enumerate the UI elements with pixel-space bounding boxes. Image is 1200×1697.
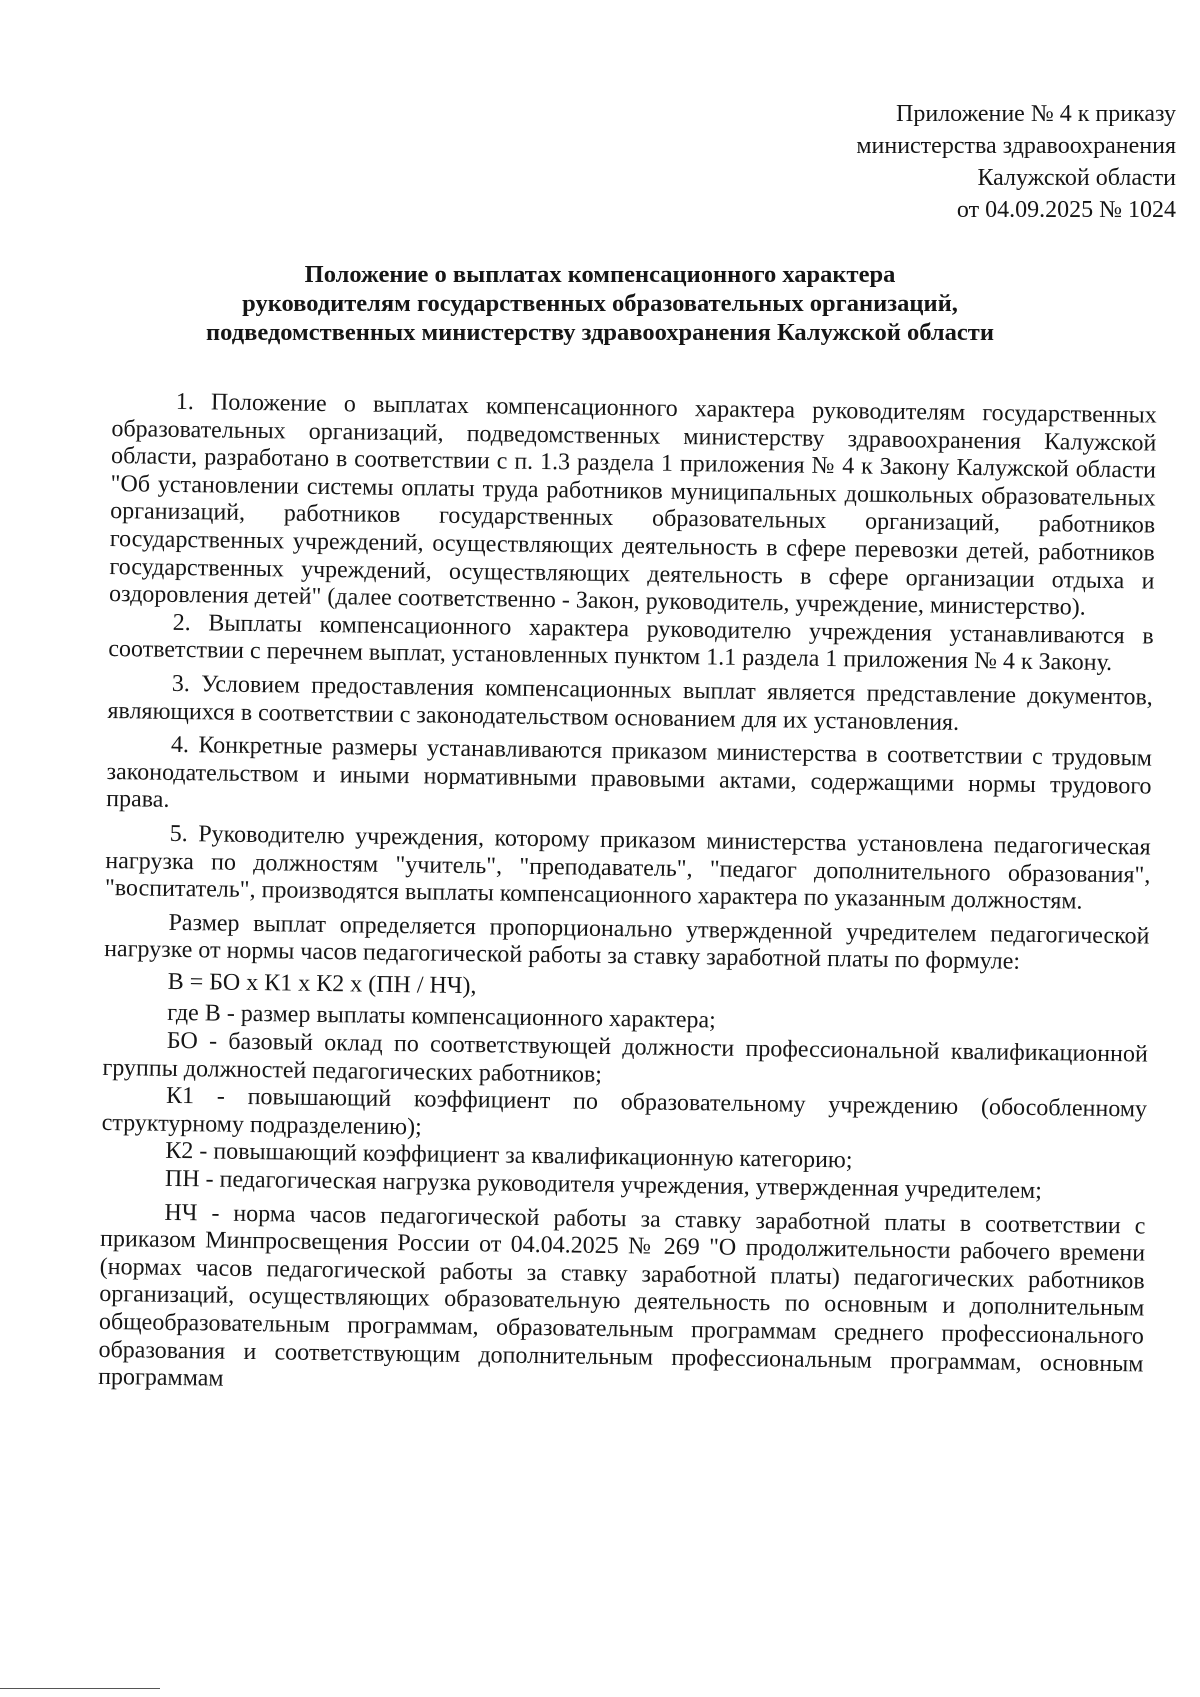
document-title — [0, 260, 1200, 347]
formula: В = БО x К1 x К2 x (ПН / НЧ), — [167, 968, 477, 1000]
paragraph-5: 5. Руководителю учреждения, которому приказом министерства установлена педагогическая нагрузка по должностям "учитель", "преподаватель", "педагог дополнительного образования", "воспитатель", производятся выплаты компенсационного характера по указанным должностям. — [104, 820, 1151, 915]
appendix-line-2: министерства здравоохранения — [856, 133, 1176, 159]
definition-b: где В - размер выплаты компенсационного характера; — [167, 1000, 716, 1034]
definition-k1: К1 - повышающий коэффициент по образовательному учреждению (обособленному структурному подразделению); — [101, 1083, 1148, 1141]
paragraph-1: 1. Положение о выплатах компенсационного характера руководителям государственных образовательных организаций, подведомственных министерству здравоохранения Калужской области, разработано в соответствии с п. 1.3 раздела 1 приложения № 4 к Закону Калужской области "Об установлении системы оплаты труда работников муниципальных дошкольных образовательных организаций, работников государственных образовательных организаций, работников государственных учреждений, осуществляющих деятельность в сфере перевозки детей, работников государственных учреждений, осуществляющих деятельность в сфере организации отдыха и оздоровления детей" (далее соответственно - Закон, руководитель, учреждение, министерство). — [108, 388, 1157, 621]
definition-pn: ПН - педагогическая нагрузка руководителя учреждения, утвержденная учредителем; — [164, 1165, 1043, 1205]
appendix-line-4: от 04.09.2025 № 1024 — [956, 197, 1176, 223]
title-line-1: Положение о выплатах компенсационного характера — [304, 261, 896, 288]
appendix-line-3: Калужской области — [977, 165, 1176, 191]
title-line-3: подведомственных министерству здравоохранения Калужской области — [206, 319, 994, 346]
definition-nch: НЧ - норма часов педагогической работы за ставку заработной платы в соответствии с приказом Минпросвещения России от 04.04.2025 № 269 "О продолжительности рабочего времени (нормах часов педагогической работы за ставку заработной платы) педагогических работников организаций, осуществляющих образовательную деятельность по основным и дополнительным общеобразовательным программам, образовательным программам среднего профессионального образования и соответствующим дополнительным профессиональным программам, основным программам — [98, 1199, 1146, 1392]
page-bottom-rule — [0, 1688, 160, 1689]
paragraph-size: Размер выплат определяется пропорционально утвержденной учредителем педагогической нагрузке от нормы часов педагогической работы за ставку заработной платы по формуле: — [103, 909, 1150, 976]
appendix-reference — [856, 98, 1176, 226]
definition-bo: БО - базовый оклад по соответствующей должности профессиональной квалификационной группы должностей педагогических работников; — [102, 1027, 1148, 1088]
document-body — [98, 388, 1157, 1406]
paragraph-4: 4. Конкретные размеры устанавливаются приказом министерства в соответствии с трудовым законодательством и иными нормативными правовыми актами, содержащими нормы трудового права. — [106, 731, 1153, 814]
definition-k2: К2 - повышающий коэффициент за квалификационную категорию; — [165, 1138, 853, 1174]
title-line-2: руководителям государственных образовательных организаций, — [242, 290, 958, 317]
paragraph-2: 2. Выплаты компенсационного характера руководителю учреждения устанавливаются в соответствии с перечнем выплат, установленных пунктом 1.1 раздела 1 приложения № 4 к Закону. — [108, 609, 1154, 677]
paragraph-3: 3. Условием предоставления компенсационных выплат является представление документов, являющихся в соответствии с законодательством основанием для их установления. — [107, 670, 1153, 736]
appendix-line-1: Приложение № 4 к приказу — [896, 101, 1176, 127]
